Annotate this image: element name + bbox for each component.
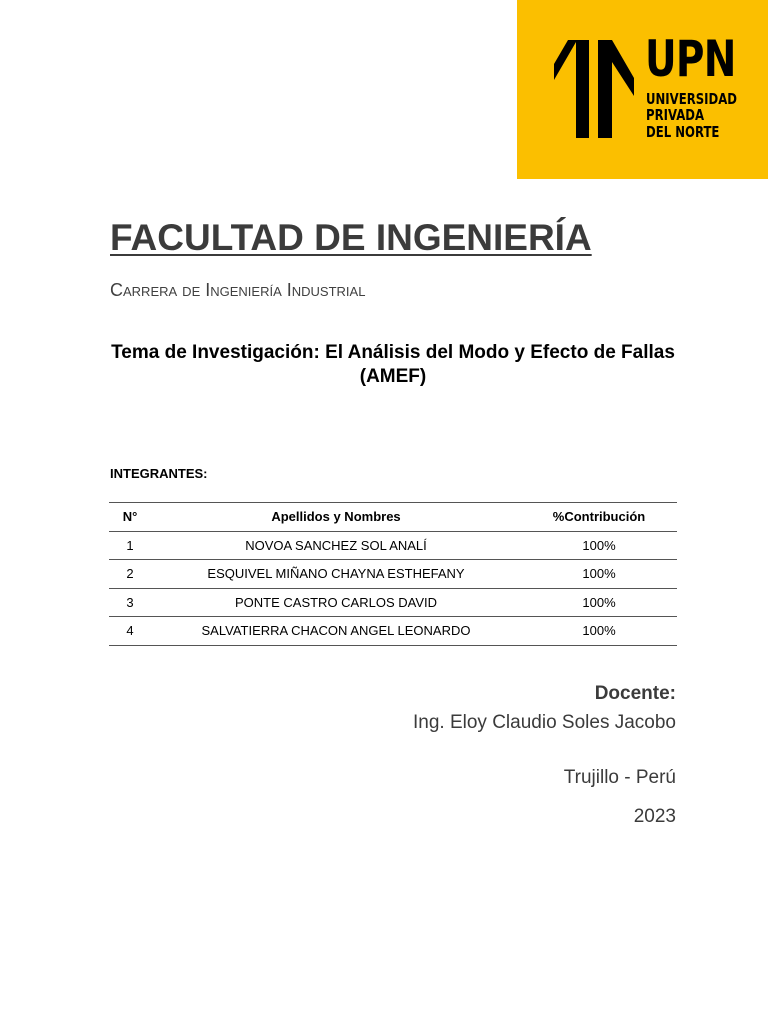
row-number: 1 (109, 531, 151, 560)
year: 2023 (633, 806, 676, 827)
row-name: SALVATIERRA CHACON ANGEL LEONARDO (151, 617, 521, 646)
row-name: PONTE CASTRO CARLOS DAVID (151, 588, 521, 617)
logo-acronym: UPN (645, 30, 736, 88)
row-contribution: 100% (521, 588, 677, 617)
research-topic: Tema de Investigación: El Análisis del Modo y Efecto de Fallas (AMEF) (111, 342, 675, 387)
table-header-row (109, 503, 677, 532)
row-number: 2 (109, 560, 151, 589)
faculty-title: FACULTAD DE INGENIERÍA (110, 217, 592, 258)
header-contribution: %Contribución (521, 503, 677, 532)
members-table (109, 502, 677, 646)
teacher-name: Ing. Eloy Claudio Soles Jacobo (413, 712, 676, 733)
row-number: 4 (109, 617, 151, 646)
upn-arrow-logo-icon (554, 38, 634, 138)
career-subtitle: Carrera de Ingeniería Industrial (110, 280, 366, 300)
members-label: INTEGRANTES: (110, 466, 208, 481)
logo-line-1: UNIVERSIDAD (646, 90, 737, 108)
logo-line-3: DEL NORTE (646, 123, 720, 141)
row-contribution: 100% (521, 617, 677, 646)
table-row (109, 560, 677, 589)
university-logo (517, 0, 768, 179)
row-number: 3 (109, 588, 151, 617)
location: Trujillo - Perú (563, 767, 676, 788)
logo-line-2: PRIVADA (646, 106, 705, 124)
row-contribution: 100% (521, 560, 677, 589)
table-row (109, 531, 677, 560)
row-name: NOVOA SANCHEZ SOL ANALÍ (151, 531, 521, 560)
row-name: ESQUIVEL MIÑANO CHAYNA ESTHEFANY (151, 560, 521, 589)
row-contribution: 100% (521, 531, 677, 560)
teacher-label: Docente: (594, 683, 676, 704)
header-names: Apellidos y Nombres (151, 503, 521, 532)
header-number: N° (109, 503, 151, 532)
table-row (109, 617, 677, 646)
table-row (109, 588, 677, 617)
